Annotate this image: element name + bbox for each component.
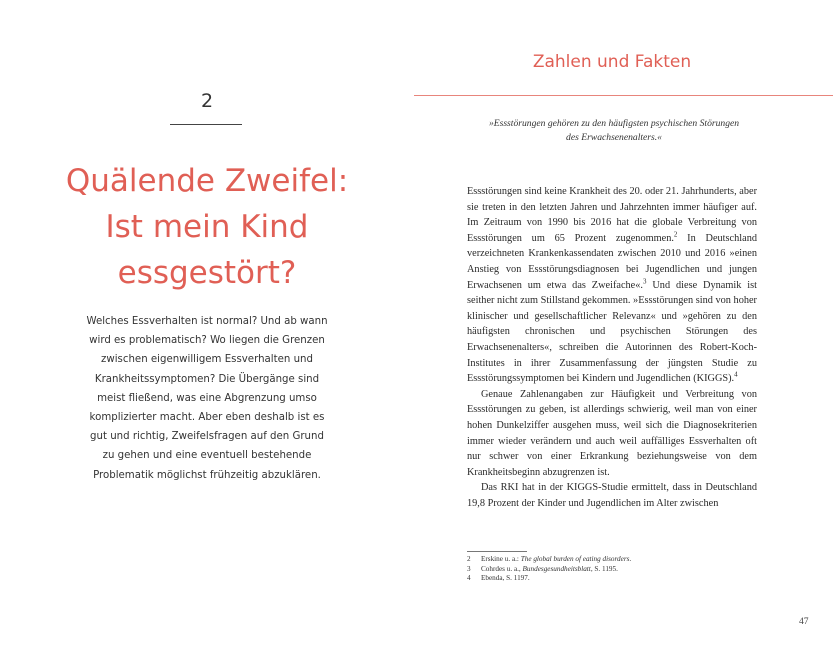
pull-quote: »Essstörungen gehören zu den häufigsten psychischen Störungen des Erwachsenenalters.« bbox=[488, 118, 740, 143]
body-paragraph-3: Das RKI hat in der KIGGS-Studie ermittelt, dass in Deutschland 19,8 Prozent der Kinder und Jugendlichen im Alter zwischen bbox=[467, 482, 757, 509]
chapter-title-line-2: Ist mein Kind bbox=[105, 209, 309, 245]
footnote-number: 4 bbox=[467, 574, 471, 583]
chapter-rule bbox=[170, 124, 242, 125]
left-page bbox=[0, 0, 414, 648]
footnotes bbox=[467, 555, 767, 584]
footnote-number: 3 bbox=[467, 564, 471, 573]
footnote-2 bbox=[467, 555, 767, 565]
footnote-ref-2: 2 bbox=[673, 230, 678, 239]
paragraph-1-part-1: Essstörungen sind keine Krankheit des 20. oder 21. Jahrhunderts, aber sie treten in den letzten Jahren und Jahrzehnten immer häufiger auf. Im Zeitraum von 1990 bis 2016 hat die globale Verbreitung von Essstörungen um 65 Prozent zugenommen. bbox=[467, 186, 757, 244]
footnote-4 bbox=[467, 574, 767, 584]
chapter-title bbox=[40, 158, 374, 296]
body-paragraph-2: Genaue Zahlenangaben zur Häufigkeit und Verbreitung von Essstörungen zu geben, ist allerdings schwierig, weil man von einer hohen Dunkelziffer ausgehen muss, weil sich die Diagnosekriterien immer wieder verändern und auch weil auffälliges Essverhalten oft nur schwer von einer Erkrankung beziehungsweise von dem Krankheitsbeginn abzugrenzen ist. bbox=[467, 388, 757, 478]
footnote-rule bbox=[467, 551, 527, 552]
footnote-text: Ebenda, S. 1197. bbox=[481, 574, 530, 583]
chapter-title-line-3: essgestört? bbox=[117, 255, 297, 291]
chapter-number: 2 bbox=[200, 90, 214, 112]
footnote-suffix: , S. 1195. bbox=[590, 564, 618, 573]
footnote-3 bbox=[467, 565, 767, 575]
footnote-text: Cohrdes u. a., bbox=[481, 564, 523, 573]
section-rule bbox=[414, 95, 833, 96]
chapter-intro: Welches Essverhalten ist normal? Und ab wann wird es problematisch? Wo liegen die Grenzen zwischen eigenwilligem Essverhalten und Krankheitssymptomen? Die Übergänge sind meist fließend, was eine Abgrenzung umso komplizierter macht. Aber eben deshalb ist es gut und richtig, Zweifelsfragen auf den Grund zu gehen und eine eventuell bestehende Problematik möglichst frühzeitig abzuklären. bbox=[86, 316, 328, 481]
footnote-suffix: . bbox=[629, 555, 632, 563]
paragraph-1-part-2: In Deutschland verzeichneten Krankenkassendaten zwischen 2010 und 2016 »einen Anstieg von Essstörungsdiagnosen bei Jugendlichen und jungen Erwachsenen um etwa das Zweifache«. bbox=[467, 232, 757, 291]
footnote-source-title: The global burden of eating disorders bbox=[520, 555, 630, 563]
paragraph-1-part-3: Und diese Dynamik ist seither nicht zum Stillstand gekommen. »Essstörungen sind von hoher klinischer und gesellschaftlicher Relevanz« und »gehören zu den häufigsten chronischen und psychischen Störungen des Erwachsenenalters«, schreiben die Autorinnen des Robert-Koch-Institutes in ihrer Zusammenfassung der jüngsten Studie zu Essstörungssymptomen bei Kindern und Jugendlichen (KIGGS). bbox=[467, 279, 757, 385]
footnote-text: Erskine u. a.: bbox=[481, 555, 521, 563]
page-number: 47 bbox=[799, 616, 809, 627]
footnote-source-title: Bundesgesundheitsblatt bbox=[522, 564, 591, 573]
footnote-ref-4: 4 bbox=[734, 370, 738, 379]
section-title: Zahlen und Fakten bbox=[532, 52, 692, 72]
footnote-number: 2 bbox=[467, 555, 471, 563]
chapter-title-line-1: Quälende Zweifel: bbox=[65, 163, 349, 199]
body-paragraph-1 bbox=[467, 184, 757, 387]
footnote-ref-3: 3 bbox=[642, 277, 647, 286]
right-page bbox=[414, 0, 833, 648]
body-text bbox=[467, 184, 757, 511]
